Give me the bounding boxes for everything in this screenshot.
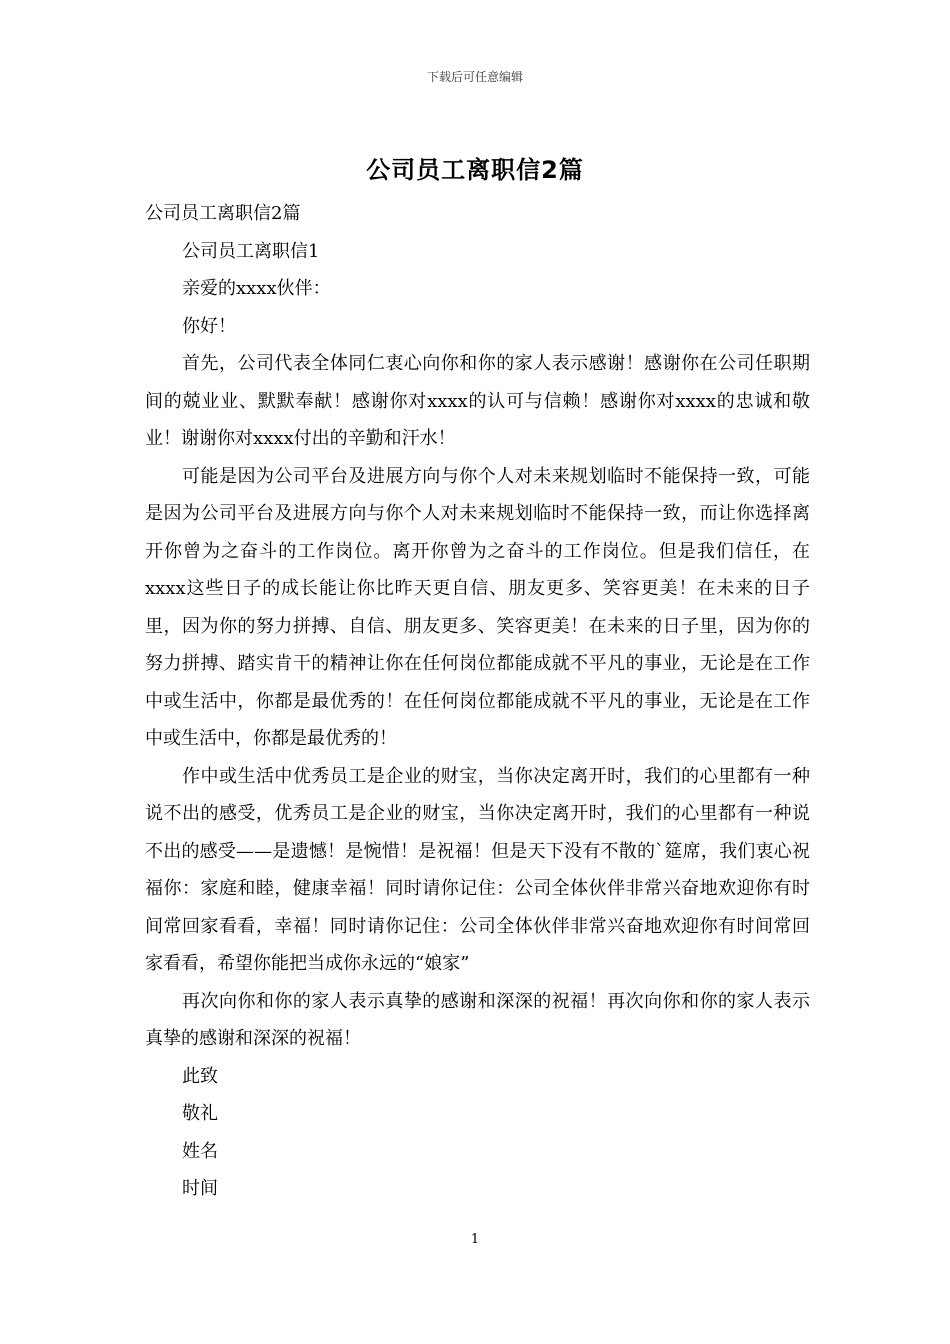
signature-name: 姓名 — [182, 1140, 218, 1162]
subtitle-line: 公司员工离职信2篇 — [145, 203, 301, 224]
salutation: 亲爱的xxxx伙伴： — [182, 278, 331, 299]
paragraph-blessing: 再次向你和你的家人表示真挚的感谢和深深的祝福！再次向你和你的家人表示真挚的感谢和深深的祝福！ — [145, 990, 810, 1049]
paragraph-reason: 可能是因为公司平台及进展方向与你个人对未来规划临时不能保持一致，可能是因为公司平台及进展方向与你个人对未来规划临时不能保持一致，而让你选择离开你曾为之奋斗的工作岗位。离开你曾为之奋斗的工作岗位。但是我们信任，在xxxx这些日子的成长能让你比昨天更自信、朋友更多、笑容更美！在未来的日子里，因为你的努力拼搏、自信、朋友更多、笑容更美！在未来的日子里，因为你的努力拼搏、踏实肯干的精神让你在任何岗位都能成就不平凡的事业，无论是在工作中或生活中，你都是最优秀的！在任何岗位都能成就不平凡的事业，无论是在工作中或生活中，你都是最优秀的！ — [145, 465, 810, 749]
document-title: 公司员工离职信2篇 — [366, 156, 584, 184]
document-body — [145, 195, 810, 1208]
page-header-note: 下载后可任意编辑 — [426, 70, 523, 84]
page-number: 1 — [470, 1232, 480, 1247]
closing-cizhi: 此致 — [182, 1065, 218, 1087]
paragraph-thanks: 首先，公司代表全体同仁衷心向你和你的家人表示感谢！感谢你在公司任职期间的兢业业、默默奉献！感谢你对xxxx的认可与信赖！感谢你对xxxx的忠诚和敬业！谢谢你对xxxx付出的辛勤和汗水！ — [145, 353, 810, 449]
paragraph-farewell: 作中或生活中优秀员工是企业的财宝，当你决定离开时，我们的心里都有一种说不出的感受，优秀员工是企业的财宝，当你决定离开时，我们的心里都有一种说不出的感受——是遗憾！是惋惜！是祝福！但是天下没有不散的`筵席，我们衷心祝福你：家庭和睦，健康幸福！同时请你记住：公司全体伙伴非常兴奋地欢迎你有时间常回家看看，幸福！同时请你记住：公司全体伙伴非常兴奋地欢迎你有时间常回家看看，希望你能把当成你永远的“娘家” — [145, 765, 810, 974]
greeting: 你好！ — [182, 315, 236, 337]
letter-heading: 公司员工离职信1 — [182, 240, 320, 262]
closing-jingli: 敬礼 — [182, 1103, 218, 1124]
signature-date: 时间 — [182, 1178, 218, 1199]
